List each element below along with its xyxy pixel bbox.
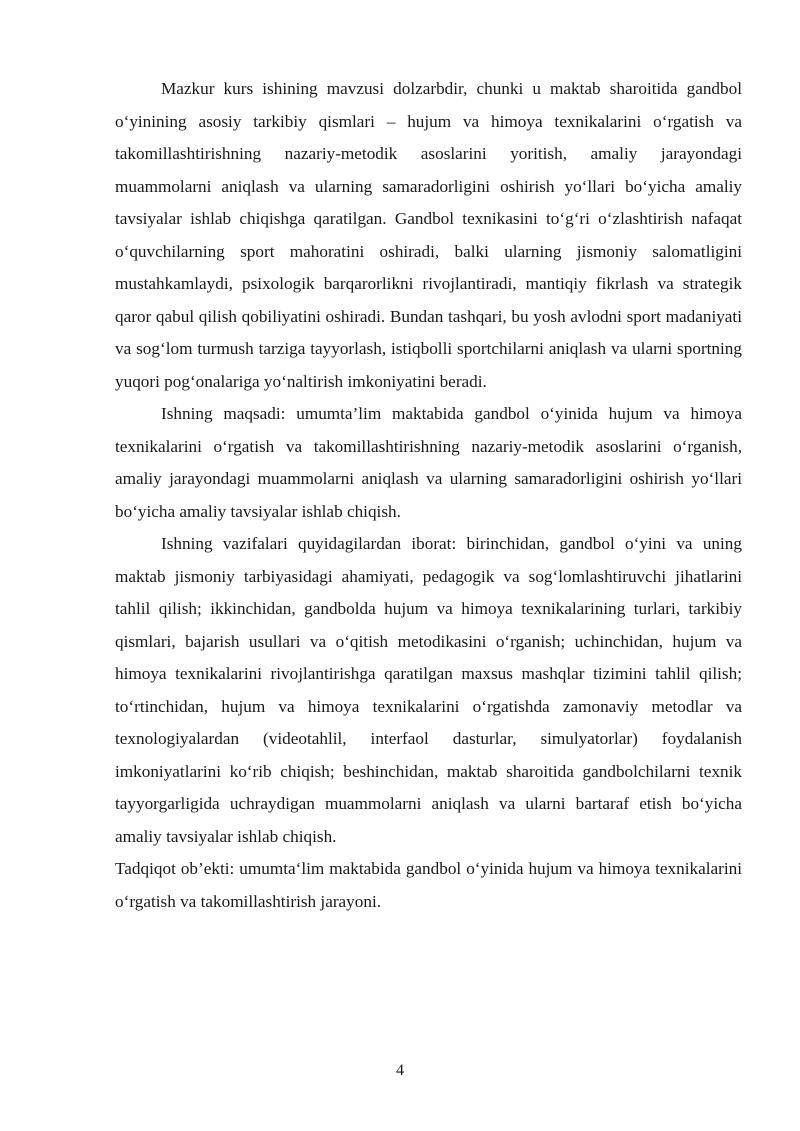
body-text xyxy=(115,73,742,918)
paragraph-research-object: Tadqiqot ob’ekti: umumta‘lim maktabida gandbol o‘yinida hujum va himoya texnikalarini o‘rgatish va takomillashtirish jarayoni. xyxy=(115,859,742,911)
paragraph-relevance: Mazkur kurs ishining mavzusi dolzarbdir, chunki u maktab sharoitida gandbol o‘yinining asosiy tarkibiy qismlari – hujum va himoya texnikalarini o‘rgatish va takomillashtirishning nazariy-metodik asoslarini yoritish, amaliy jarayondagi muammolarni aniqlash va ularning samaradorligini oshirish yo‘llari bo‘yicha amaliy tavsiyalar ishlab chiqishga qaratilgan. Gandbol texnikasini to‘g‘ri o‘zlashtirish nafaqat o‘quvchilarning sport mahoratini oshiradi, balki ularning jismoniy salomatligini mustahkamlaydi, psixologik barqarorlikni rivojlantiradi, mantiqiy fikrlash va strategik qaror qabul qilish qobiliyatini oshiradi. Bundan tashqari, bu yosh avlodni sport madaniyati va sog‘lom turmush tarziga tayyorlash, istiqbolli sportchilarni aniqlash va ularni sportning yuqori pog‘onalariga yo‘naltirish imkoniyatini beradi. xyxy=(115,79,742,391)
paragraph-tasks: Ishning vazifalari quyidagilardan iborat: birinchidan, gandbol o‘yini va uning maktab jismoniy tarbiyasidagi ahamiyati, pedagogik va sog‘lomlashtiruvchi jihatlarini tahlil qilish; ikkinchidan, gandbolda hujum va himoya texnikalarining turlari, tarkibiy qismlari, bajarish usullari va o‘qitish metodikasini o‘rganish; uchinchidan, hujum va himoya texnikalarini rivojlantirishga qaratilgan maxsus mashqlar tizimini tahlil qilish; to‘rtinchidan, hujum va himoya texnikalarini o‘rgatishda zamonaviy metodlar va texnologiyalardan (videotahlil, interfaol dasturlar, simulyatorlar) foydalanish imkoniyatlarini ko‘rib chiqish; beshinchidan, maktab sharoitida gandbolchilarni texnik tayyorgarligida uchraydigan muammolarni aniqlash va ularni bartaraf etish bo‘yicha amaliy tavsiyalar ishlab chiqish. xyxy=(115,534,742,846)
page-number: 4 xyxy=(396,1062,404,1079)
paragraph-goal: Ishning maqsadi: umumta’lim maktabida gandbol o‘yinida hujum va himoya texnikalarini o‘rgatish va takomillashtirishning nazariy-metodik asoslarini o‘rganish, amaliy jarayondagi muammolarni aniqlash va ularning samaradorligini oshirish yo‘llari bo‘yicha amaliy tavsiyalar ishlab chiqish. xyxy=(115,404,742,521)
